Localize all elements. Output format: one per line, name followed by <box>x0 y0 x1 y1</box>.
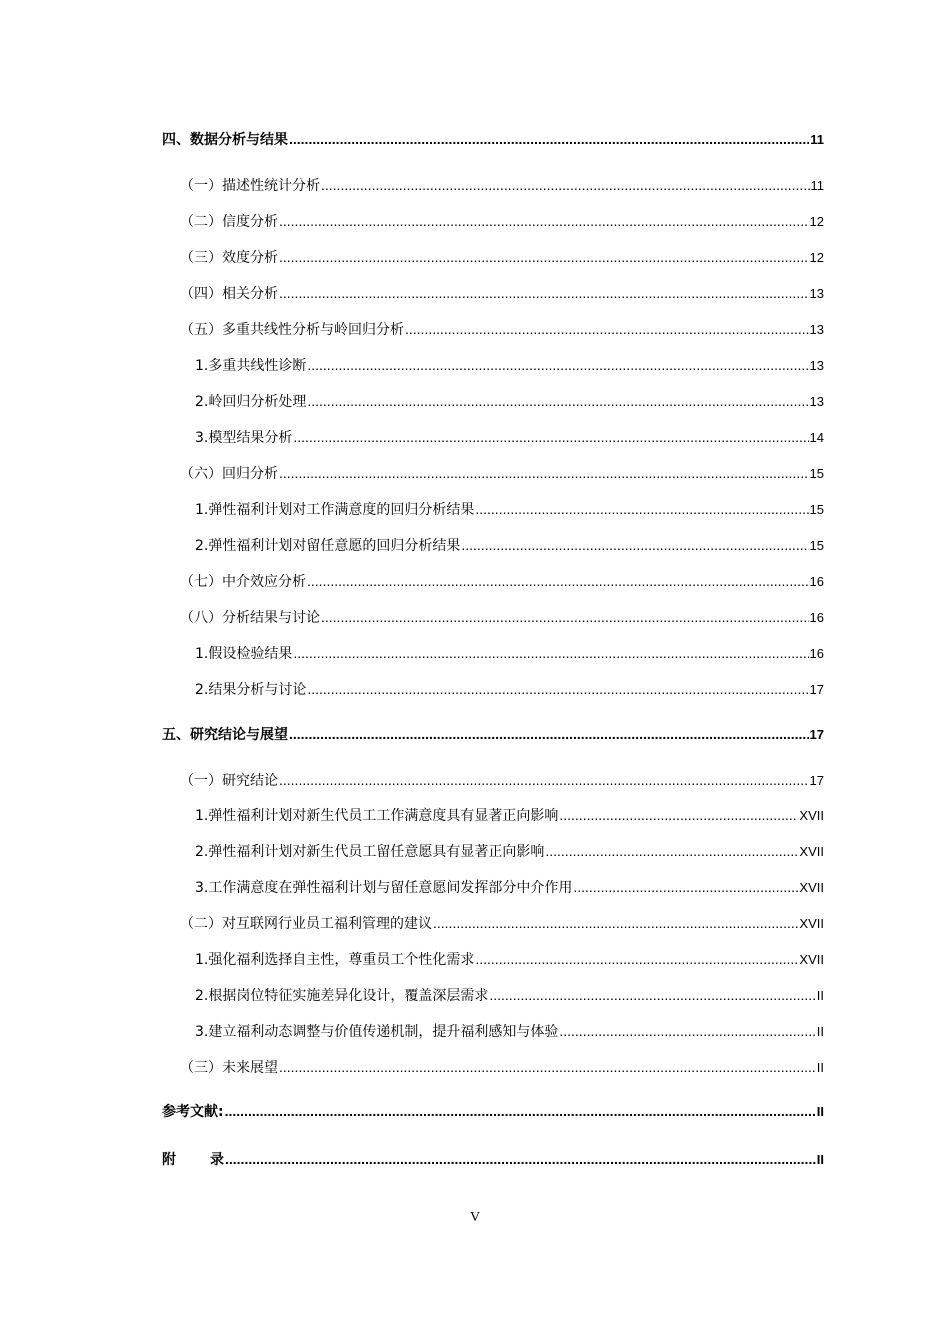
toc-dot-leader <box>489 985 815 1006</box>
toc-dot-leader <box>475 499 808 520</box>
toc-entry-title: 2.结果分析与讨论 <box>195 682 307 698</box>
toc-entry[interactable] <box>162 355 824 375</box>
toc-entry-page: XVII <box>799 952 824 967</box>
toc-entry-title: （二）信度分析 <box>180 214 278 230</box>
toc-entry[interactable] <box>162 535 824 555</box>
toc-entry-title: （二）对互联网行业员工福利管理的建议 <box>180 916 432 932</box>
toc-entry-title: （三）效度分析 <box>180 250 278 266</box>
toc-entry-page: II <box>816 1024 824 1039</box>
toc-entry[interactable] <box>162 949 824 969</box>
toc-entry-title <box>162 1150 224 1170</box>
toc-entry-title: 1.强化福利选择自主性，尊重员工个性化需求 <box>195 952 475 968</box>
toc-entry-title: （一）研究结论 <box>180 773 278 789</box>
toc-entry[interactable] <box>162 211 824 231</box>
toc-dot-leader <box>293 643 808 664</box>
toc-entry-title: 3.工作满意度在弹性福利计划与留任意愿间发挥部分中介作用 <box>195 880 573 896</box>
toc-dot-leader <box>405 319 809 340</box>
toc-entry[interactable] <box>162 805 824 825</box>
toc-dot-leader <box>307 391 808 412</box>
toc-entry-page: II <box>816 1152 824 1167</box>
toc-entry-title: 1.弹性福利计划对新生代员工工作满意度具有显著正向影响 <box>195 808 559 824</box>
toc-dot-leader <box>289 724 809 745</box>
toc-entry-page: 16 <box>809 610 824 625</box>
toc-entry-title: （五）多重共线性分析与岭回归分析 <box>180 322 404 338</box>
toc-entry-page: 17 <box>809 682 824 697</box>
toc-entry[interactable] <box>162 913 824 933</box>
toc-entry[interactable] <box>162 391 824 411</box>
toc-entry-page: 15 <box>809 538 824 553</box>
toc-dot-leader <box>461 535 808 556</box>
toc-entry-references[interactable] <box>162 1101 824 1121</box>
toc-dot-leader <box>559 805 798 826</box>
toc-entry-page: II <box>816 1104 824 1119</box>
toc-entry-page: 11 <box>810 132 824 147</box>
toc-entry-page: 17 <box>809 727 824 742</box>
toc-dot-leader <box>225 1149 816 1170</box>
toc-entry-title: 2.根据岗位特征实施差异化设计，覆盖深层需求 <box>195 988 489 1004</box>
toc-entry-appendix[interactable] <box>162 1149 824 1169</box>
toc-entry-title: 1.假设检验结果 <box>195 646 293 662</box>
page-number: V <box>469 1210 481 1225</box>
toc-entry-title: （三）未来展望 <box>180 1060 278 1076</box>
toc-entry-title: 3.模型结果分析 <box>195 430 293 446</box>
toc-entry-title: （六）回归分析 <box>180 466 278 482</box>
toc-entry-page: XVII <box>799 880 824 895</box>
toc-entry[interactable] <box>162 985 824 1005</box>
toc-entry-page: II <box>816 988 824 1003</box>
toc-entry-title: 参考文献: <box>162 1104 224 1120</box>
toc-entry[interactable] <box>162 841 824 861</box>
toc-entry-title: （一）描述性统计分析 <box>180 178 320 194</box>
toc-entry[interactable] <box>162 427 824 447</box>
toc-entry-page: 14 <box>809 430 824 445</box>
toc-entry-page: 13 <box>809 286 824 301</box>
toc-entry-page: 17 <box>809 773 824 788</box>
toc-dot-leader <box>321 607 809 628</box>
toc-entry-page: 13 <box>809 358 824 373</box>
toc-entry-page: XVII <box>799 844 824 859</box>
toc-dot-leader <box>279 463 809 484</box>
toc-dot-leader <box>279 283 809 304</box>
toc-entry-page: 12 <box>809 214 824 229</box>
toc-entry-page: 16 <box>809 574 824 589</box>
toc-dot-leader <box>545 841 798 862</box>
toc-title-part: 录 <box>210 1152 224 1168</box>
toc-entry-page: XVII <box>799 808 824 823</box>
toc-dot-leader <box>293 427 808 448</box>
toc-entry-title: 1.多重共线性诊断 <box>195 358 307 374</box>
toc-entry-title: 2.岭回归分析处理 <box>195 394 307 410</box>
toc-entry-title: （八）分析结果与讨论 <box>180 610 320 626</box>
toc-entry[interactable] <box>162 247 824 267</box>
toc-entry-title: 四、数据分析与结果 <box>162 132 288 148</box>
toc-dot-leader <box>289 129 809 150</box>
toc-entry[interactable] <box>162 877 824 897</box>
toc-entry-chapter-4[interactable] <box>162 129 824 149</box>
toc-entry-page: XVII <box>799 916 824 931</box>
toc-dot-leader <box>433 913 798 934</box>
toc-dot-leader <box>475 949 798 970</box>
toc-entry-page: 15 <box>809 466 824 481</box>
toc-entry[interactable] <box>162 463 824 483</box>
toc-entry[interactable] <box>162 607 824 627</box>
toc-dot-leader <box>321 175 810 196</box>
toc-entry[interactable] <box>162 643 824 663</box>
toc-entry[interactable] <box>162 499 824 519</box>
toc-entry[interactable] <box>162 571 824 591</box>
toc-entry-page: 13 <box>809 394 824 409</box>
toc-entry-title: 五、研究结论与展望 <box>162 727 288 743</box>
toc-entry-title: 3.建立福利动态调整与价值传递机制，提升福利感知与体验 <box>195 1024 559 1040</box>
toc-entry-page: 16 <box>809 646 824 661</box>
toc-entry-page: 12 <box>809 250 824 265</box>
toc-entry-title: （四）相关分析 <box>180 286 278 302</box>
toc-entry[interactable] <box>162 770 824 790</box>
table-of-contents <box>162 0 824 1200</box>
toc-dot-leader <box>279 211 809 232</box>
toc-dot-leader <box>279 247 809 268</box>
toc-entry[interactable] <box>162 1021 824 1041</box>
toc-dot-leader <box>225 1101 816 1122</box>
toc-dot-leader <box>573 877 798 898</box>
toc-entry-page: II <box>816 1060 824 1075</box>
toc-entry[interactable] <box>162 319 824 339</box>
toc-dot-leader <box>279 1057 816 1078</box>
toc-entry-title: 1.弹性福利计划对工作满意度的回归分析结果 <box>195 502 475 518</box>
toc-entry[interactable] <box>162 283 824 303</box>
toc-title-part: 附 <box>162 1152 176 1168</box>
toc-entry[interactable] <box>162 679 824 699</box>
toc-entry-title: 2.弹性福利计划对留任意愿的回归分析结果 <box>195 538 461 554</box>
toc-entry[interactable] <box>162 1057 824 1077</box>
toc-entry-title: （七）中介效应分析 <box>180 574 306 590</box>
toc-entry-page: 13 <box>809 322 824 337</box>
toc-entry-chapter-5[interactable] <box>162 724 824 744</box>
toc-dot-leader <box>307 571 809 592</box>
toc-entry-page: 15 <box>809 502 824 517</box>
toc-dot-leader <box>307 355 808 376</box>
toc-dot-leader <box>559 1021 815 1042</box>
toc-entry-title: 2.弹性福利计划对新生代员工留任意愿具有显著正向影响 <box>195 844 545 860</box>
toc-dot-leader <box>307 679 808 700</box>
toc-dot-leader <box>279 770 809 791</box>
toc-entry[interactable] <box>162 175 824 195</box>
toc-entry-page: 11 <box>810 178 824 193</box>
